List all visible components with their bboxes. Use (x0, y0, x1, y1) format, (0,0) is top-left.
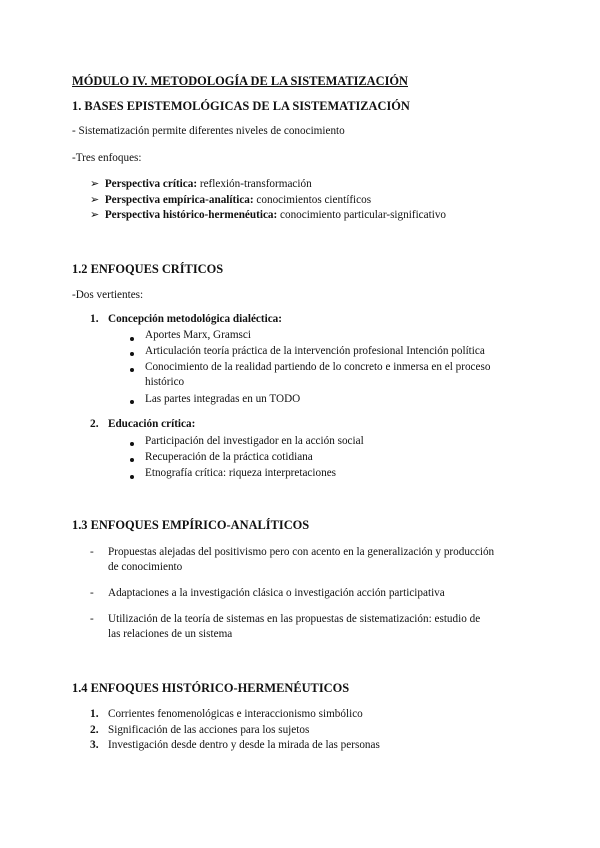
section-1-line-2: -Tres enfoques: (72, 152, 142, 164)
bullet-dot-icon (130, 458, 134, 462)
module-title: MÓDULO IV. METODOLOGÍA DE LA SISTEMATIZACIÓN (72, 74, 408, 88)
perspective-text: conocimientos científicos (253, 194, 372, 206)
list-item: Investigación desde dentro y desde la mirada de las personas (108, 739, 380, 751)
list-item: Adaptaciones a la investigación clásica o investigación acción participativa (108, 587, 445, 599)
bullet-dot-icon (130, 352, 134, 356)
list-item: Corrientes fenomenológicas e interaccionismo simbólico (108, 708, 363, 720)
group-label: Concepción metodológica dialéctica: (108, 313, 282, 325)
dash-bullet-icon: - (90, 613, 94, 625)
list-number: 3. (90, 739, 99, 751)
list-item (90, 177, 312, 190)
list-item: Aportes Marx, Gramsci (145, 329, 251, 341)
section-1-heading: 1. BASES EPISTEMOLÓGICAS DE LA SISTEMATIZACIÓN (72, 99, 410, 113)
group-label: Educación crítica: (108, 418, 196, 430)
bullet-dot-icon (130, 475, 134, 479)
list-number: 1. (90, 313, 99, 325)
section-4-heading: 1.4 ENFOQUES HISTÓRICO-HERMENÉUTICOS (72, 681, 350, 695)
arrow-bullet-icon: ➢ (90, 178, 100, 190)
arrow-bullet-icon: ➢ (90, 209, 100, 221)
list-item-continuation: histórico (145, 376, 185, 388)
perspective-label: Perspectiva histórico-hermenéutica: (104, 209, 278, 221)
perspective-text: reflexión-transformación (197, 178, 312, 190)
list-item: Las partes integradas en un TODO (145, 393, 301, 405)
list-item: Recuperación de la práctica cotidiana (145, 451, 313, 463)
arrow-bullet-icon: ➢ (90, 194, 100, 206)
bullet-dot-icon (130, 442, 134, 446)
list-number: 1. (90, 708, 99, 720)
bullet-dot-icon (130, 368, 134, 372)
list-number: 2. (90, 418, 99, 430)
list-item: Propuestas alejadas del positivismo pero con acento en la generalización y producción (108, 546, 495, 558)
list-item (90, 208, 446, 221)
perspective-label: Perspectiva crítica: (104, 178, 198, 190)
list-item: Articulación teoría práctica de la intervención profesional Intención política (145, 345, 485, 357)
section-3-heading: 1.3 ENFOQUES EMPÍRICO-ANALÍTICOS (72, 518, 310, 532)
section-2-heading: 1.2 ENFOQUES CRÍTICOS (72, 262, 224, 276)
bullet-dot-icon (130, 400, 134, 404)
dash-bullet-icon: - (90, 587, 94, 599)
perspective-text: conocimiento particular-significativo (277, 209, 447, 221)
list-item: Significación de las acciones para los sujetos (108, 724, 310, 736)
section-1-line-1: - Sistematización permite diferentes niveles de conocimiento (72, 125, 345, 137)
list-item-continuation: de conocimiento (108, 561, 183, 573)
perspective-label: Perspectiva empírica-analítica: (104, 194, 254, 206)
list-item: Etnografía crítica: riqueza interpretaciones (145, 467, 337, 479)
list-item: Participación del investigador en la acción social (145, 435, 364, 447)
dash-bullet-icon: - (90, 546, 94, 558)
list-item (90, 193, 371, 206)
bullet-dot-icon (130, 337, 134, 341)
list-item: Conocimiento de la realidad partiendo de lo concreto e inmersa en el proceso (145, 361, 491, 373)
section-2-intro: -Dos vertientes: (72, 289, 144, 301)
list-number: 2. (90, 724, 99, 736)
list-item-continuation: las relaciones de un sistema (108, 628, 233, 640)
list-item: Utilización de la teoría de sistemas en las propuestas de sistematización: estudio de (108, 613, 481, 625)
